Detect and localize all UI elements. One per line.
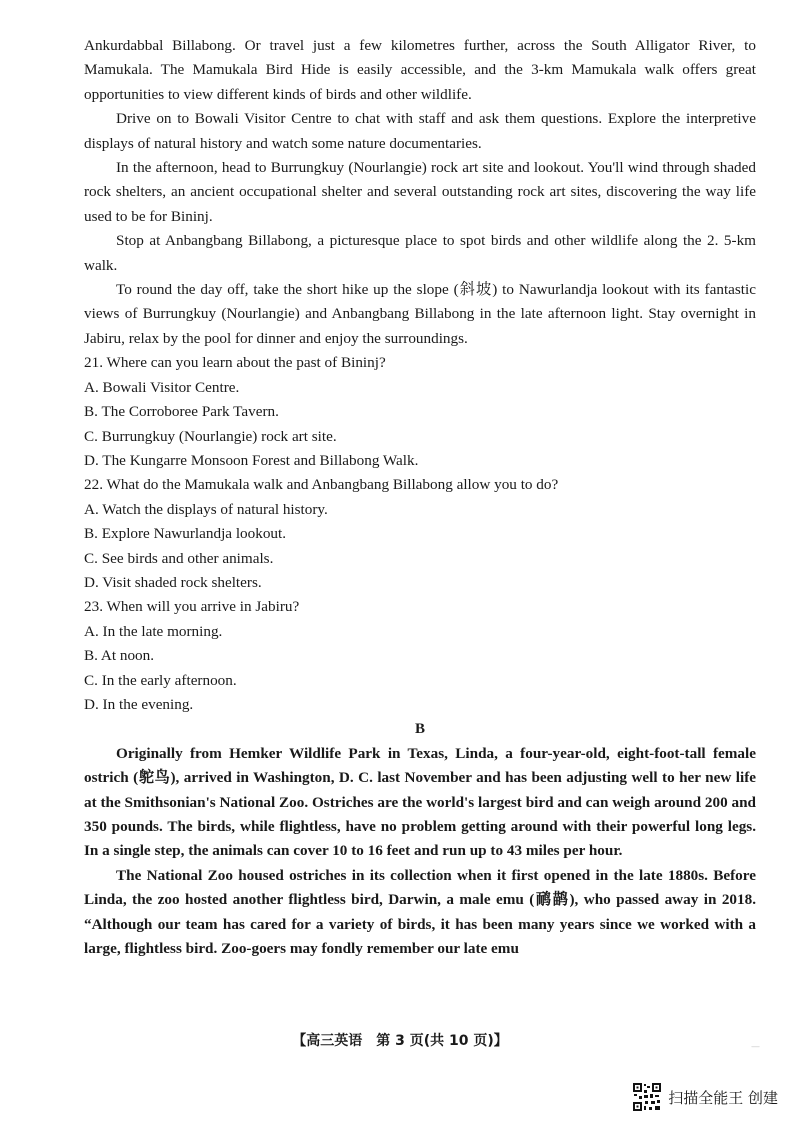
question-23 xyxy=(84,595,756,717)
question-22 xyxy=(84,473,756,595)
corner-mark: — xyxy=(751,1042,760,1052)
paragraph: The National Zoo housed ostriches in its collection when it first opened in the late 1880s. Before Linda, the zoo hosted another flightless bird, Darwin, a male emu (鸸鹋), who passed away in 2018. “Although our team has cared for a variety of birds, it has been many years since we worked with a large, flightless bird. Zoo-goers may fondly remember our late emu xyxy=(84,866,756,958)
option-d: D. Visit shaded rock shelters. xyxy=(84,573,262,591)
option-b: B. The Corroboree Park Tavern. xyxy=(84,403,279,421)
page-body xyxy=(84,34,756,961)
option-c: C. Burrungkuy (Nourlangie) rock art site. xyxy=(84,427,337,445)
paragraph: To round the day off, take the short hike up the slope (斜坡) to Nawurlandja lookout with its fantastic views of Burrungkuy (Nourlangie) and Anbangbang Billabong in the late afternoon light. Stay overnight in Jabiru, relax by the pool for dinner and enjoy the surroundings. xyxy=(84,281,756,347)
option-d: D. The Kungarre Monsoon Forest and Billabong Walk. xyxy=(84,451,419,469)
option-d: D. In the evening. xyxy=(84,695,194,713)
option-b: B. Explore Nawurlandja lookout. xyxy=(84,525,287,543)
qr-code-icon xyxy=(632,1082,662,1112)
paragraph: In the afternoon, head to Burrungkuy (Nourlangie) rock art site and lookout. You'll wind through shaded rock shelters, an ancient occupational shelter and several outstanding rock art sites, discovering the way life used to be for Bininj. xyxy=(84,159,756,225)
paragraph: Ankurdabbal Billabong. Or travel just a few kilometres further, across the South Alligator River, to Mamukala. The Mamukala Bird Hide is easily accessible, and the 3-km Mamukala walk offers great opportunities to view different kinds of birds and other wildlife. xyxy=(84,37,756,103)
option-c: C. In the early afternoon. xyxy=(84,671,237,689)
page-footer: 【高三英语 第 3 页(共 10 页)】 xyxy=(292,1033,508,1049)
paragraph: Stop at Anbangbang Billabong, a picturesque place to spot birds and other wildlife along the 2. 5-km walk. xyxy=(84,232,756,274)
watermark-text: 扫描全能王 创建 xyxy=(668,1088,778,1107)
paragraph: Originally from Hemker Wildlife Park in Texas, Linda, a four-year-old, eight-foot-tall female ostrich (鸵鸟), arrived in Washington, D. C. last November and has been adjusting well to her new life at the Smithsonian's National Zoo. Ostriches are the world's largest bird and can weigh around 200 and 350 pounds. The birds, while flightless, have no problem getting around with their powerful long legs. In a single step, the animals can cover 10 to 16 feet and run up to 43 miles per hour. xyxy=(84,744,756,860)
option-b: B. At noon. xyxy=(84,647,155,665)
question-21 xyxy=(84,351,756,473)
option-a: A. Watch the displays of natural history. xyxy=(84,500,328,518)
section-b-heading: B xyxy=(414,721,425,738)
question-stem: 22. What do the Mamukala walk and Anbangbang Billabong allow you to do? xyxy=(84,476,559,494)
scanner-watermark xyxy=(632,1082,778,1112)
option-a: A. In the late morning. xyxy=(84,622,223,640)
option-a: A. Bowali Visitor Centre. xyxy=(84,378,240,396)
paragraph: Drive on to Bowali Visitor Centre to chat with staff and ask them questions. Explore the interpretive displays of natural history and watch some nature documentaries. xyxy=(84,110,756,152)
question-stem: 23. When will you arrive in Jabiru? xyxy=(84,598,300,616)
question-stem: 21. Where can you learn about the past of Bininj? xyxy=(84,354,386,372)
option-c: C. See birds and other animals. xyxy=(84,549,274,567)
